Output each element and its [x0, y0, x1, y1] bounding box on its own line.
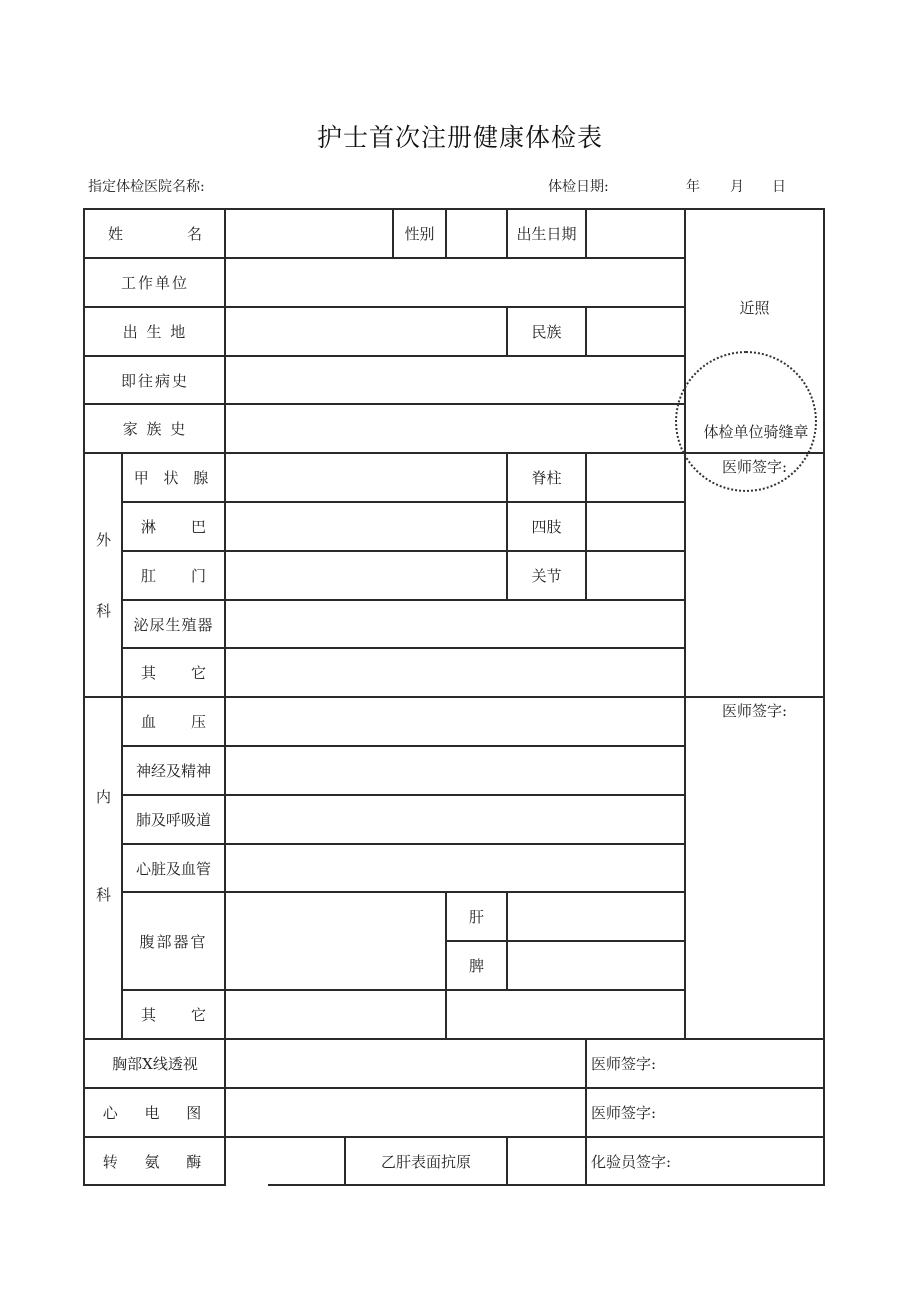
- birthplace-label: 出 生 地: [122, 323, 188, 341]
- medical-history-field[interactable]: [226, 357, 684, 403]
- thyroid-label: 甲 状 腺: [133, 469, 214, 487]
- surgery-section-label: [86, 454, 121, 696]
- ecg-signature-label: 医师签字:: [591, 1104, 657, 1122]
- date-year-label: 年: [686, 179, 700, 195]
- label-char: 其: [141, 664, 157, 682]
- label-char: 巴: [190, 518, 206, 536]
- surgery-doctor-signature-label: 医师签字:: [721, 458, 788, 476]
- label-char: 血: [141, 713, 157, 731]
- spleen-label: 脾: [468, 957, 484, 975]
- joints-label: 关节: [531, 567, 562, 585]
- liver-field[interactable]: [508, 893, 684, 940]
- label-char: 淋: [141, 518, 157, 536]
- surgery-signature-area[interactable]: [686, 454, 823, 696]
- gender-field[interactable]: [447, 210, 506, 257]
- chest-xray-signature[interactable]: [587, 1040, 823, 1087]
- exam-date-label: 体检日期:: [548, 179, 609, 195]
- label-char: 它: [190, 1006, 206, 1024]
- limbs-field[interactable]: [587, 503, 684, 550]
- table-border-bottom-right: [268, 1184, 825, 1186]
- name-label-char: 姓: [108, 225, 124, 243]
- birthplace-field[interactable]: [226, 308, 506, 355]
- blood-pressure-field[interactable]: [226, 698, 684, 745]
- gender-label: 性别: [404, 225, 435, 243]
- name-label-char: 名: [186, 225, 202, 243]
- surgery-other-field[interactable]: [226, 649, 684, 696]
- lymph-label: [123, 503, 224, 550]
- internal-doctor-signature-label: 医师签字:: [721, 702, 788, 720]
- heart-vessels-field[interactable]: [226, 845, 684, 891]
- date-day-label: 日: [772, 179, 786, 195]
- ethnicity-label: 民族: [531, 323, 562, 341]
- chest-xray-label: 胸部X线透视: [112, 1055, 198, 1073]
- medical-history-label: 即往病史: [120, 371, 189, 390]
- internal-signature-area[interactable]: [686, 698, 823, 1038]
- thyroid-field[interactable]: [226, 454, 506, 501]
- work-unit-label: 工作单位: [120, 274, 189, 292]
- name-label: [86, 210, 224, 257]
- section-char: 内: [95, 788, 111, 807]
- joints-field[interactable]: [587, 552, 684, 599]
- liver-label: 肝: [468, 908, 484, 926]
- lymph-field[interactable]: [226, 503, 506, 550]
- limbs-label: 四肢: [531, 518, 562, 536]
- abdominal-label: 腹部器官: [139, 932, 208, 951]
- family-history-field[interactable]: [226, 405, 684, 452]
- stamp-label: 体检单位骑缝章: [703, 422, 809, 441]
- abdominal-field[interactable]: [226, 893, 445, 989]
- lung-respiratory-label: 肺及呼吸道: [135, 811, 211, 829]
- lung-respiratory-field[interactable]: [226, 796, 684, 843]
- label-char: 压: [190, 713, 206, 731]
- label-char: 它: [190, 664, 206, 682]
- internal-other-label: [123, 991, 224, 1038]
- ecg-label: 心 电 图: [102, 1104, 208, 1122]
- ecg-field[interactable]: [226, 1089, 585, 1136]
- label-char: 门: [190, 567, 206, 585]
- photo-placeholder[interactable]: [686, 210, 823, 404]
- table-border-bottom-left: [84, 1184, 226, 1186]
- heart-vessels-label: 心脏及血管: [135, 859, 211, 878]
- chest-xray-field[interactable]: [226, 1040, 585, 1087]
- hospital-name-label: 指定体检医院名称:: [88, 179, 205, 195]
- birth-date-field[interactable]: [587, 210, 684, 257]
- neuro-psych-field[interactable]: [226, 747, 684, 794]
- family-history-label: 家 族 史: [122, 420, 188, 438]
- label-char: 肛: [141, 567, 157, 585]
- lab-signature-label: 化验员签字:: [591, 1152, 672, 1171]
- section-char: 科: [95, 602, 111, 620]
- birth-date-label: 出生日期: [516, 225, 577, 243]
- internal-other-field-2[interactable]: [447, 991, 684, 1038]
- surgery-other-label: [123, 649, 224, 696]
- hbsag-field[interactable]: [508, 1138, 585, 1184]
- form-title: 护士首次注册健康体检表: [316, 123, 603, 152]
- section-char: 科: [95, 885, 111, 904]
- chest-xray-signature-label: 医师签字:: [591, 1055, 657, 1073]
- lab-signature[interactable]: [587, 1138, 823, 1184]
- urogenital-field[interactable]: [226, 601, 684, 647]
- photo-label: 近照: [739, 298, 770, 317]
- spleen-field[interactable]: [508, 942, 684, 989]
- neuro-psych-label: 神经及精神: [135, 762, 211, 780]
- date-month-label: 月: [730, 179, 744, 195]
- alt-field[interactable]: [226, 1138, 344, 1184]
- ecg-signature[interactable]: [587, 1089, 823, 1136]
- urogenital-label: 泌尿生殖器: [133, 615, 214, 634]
- name-field[interactable]: [226, 210, 392, 257]
- label-char: 其: [141, 1006, 157, 1024]
- work-unit-field[interactable]: [226, 259, 684, 306]
- spine-label: 脊柱: [531, 469, 562, 487]
- anus-label: [123, 552, 224, 599]
- alt-label: 转 氨 酶: [102, 1152, 208, 1171]
- ethnicity-field[interactable]: [587, 308, 684, 355]
- anus-field[interactable]: [226, 552, 506, 599]
- internal-other-field[interactable]: [226, 991, 445, 1038]
- spine-field[interactable]: [587, 454, 684, 501]
- hbsag-label: 乙肝表面抗原: [380, 1152, 471, 1171]
- section-char: 外: [95, 531, 111, 549]
- internal-section-label: [86, 698, 121, 1038]
- blood-pressure-label: [123, 698, 224, 745]
